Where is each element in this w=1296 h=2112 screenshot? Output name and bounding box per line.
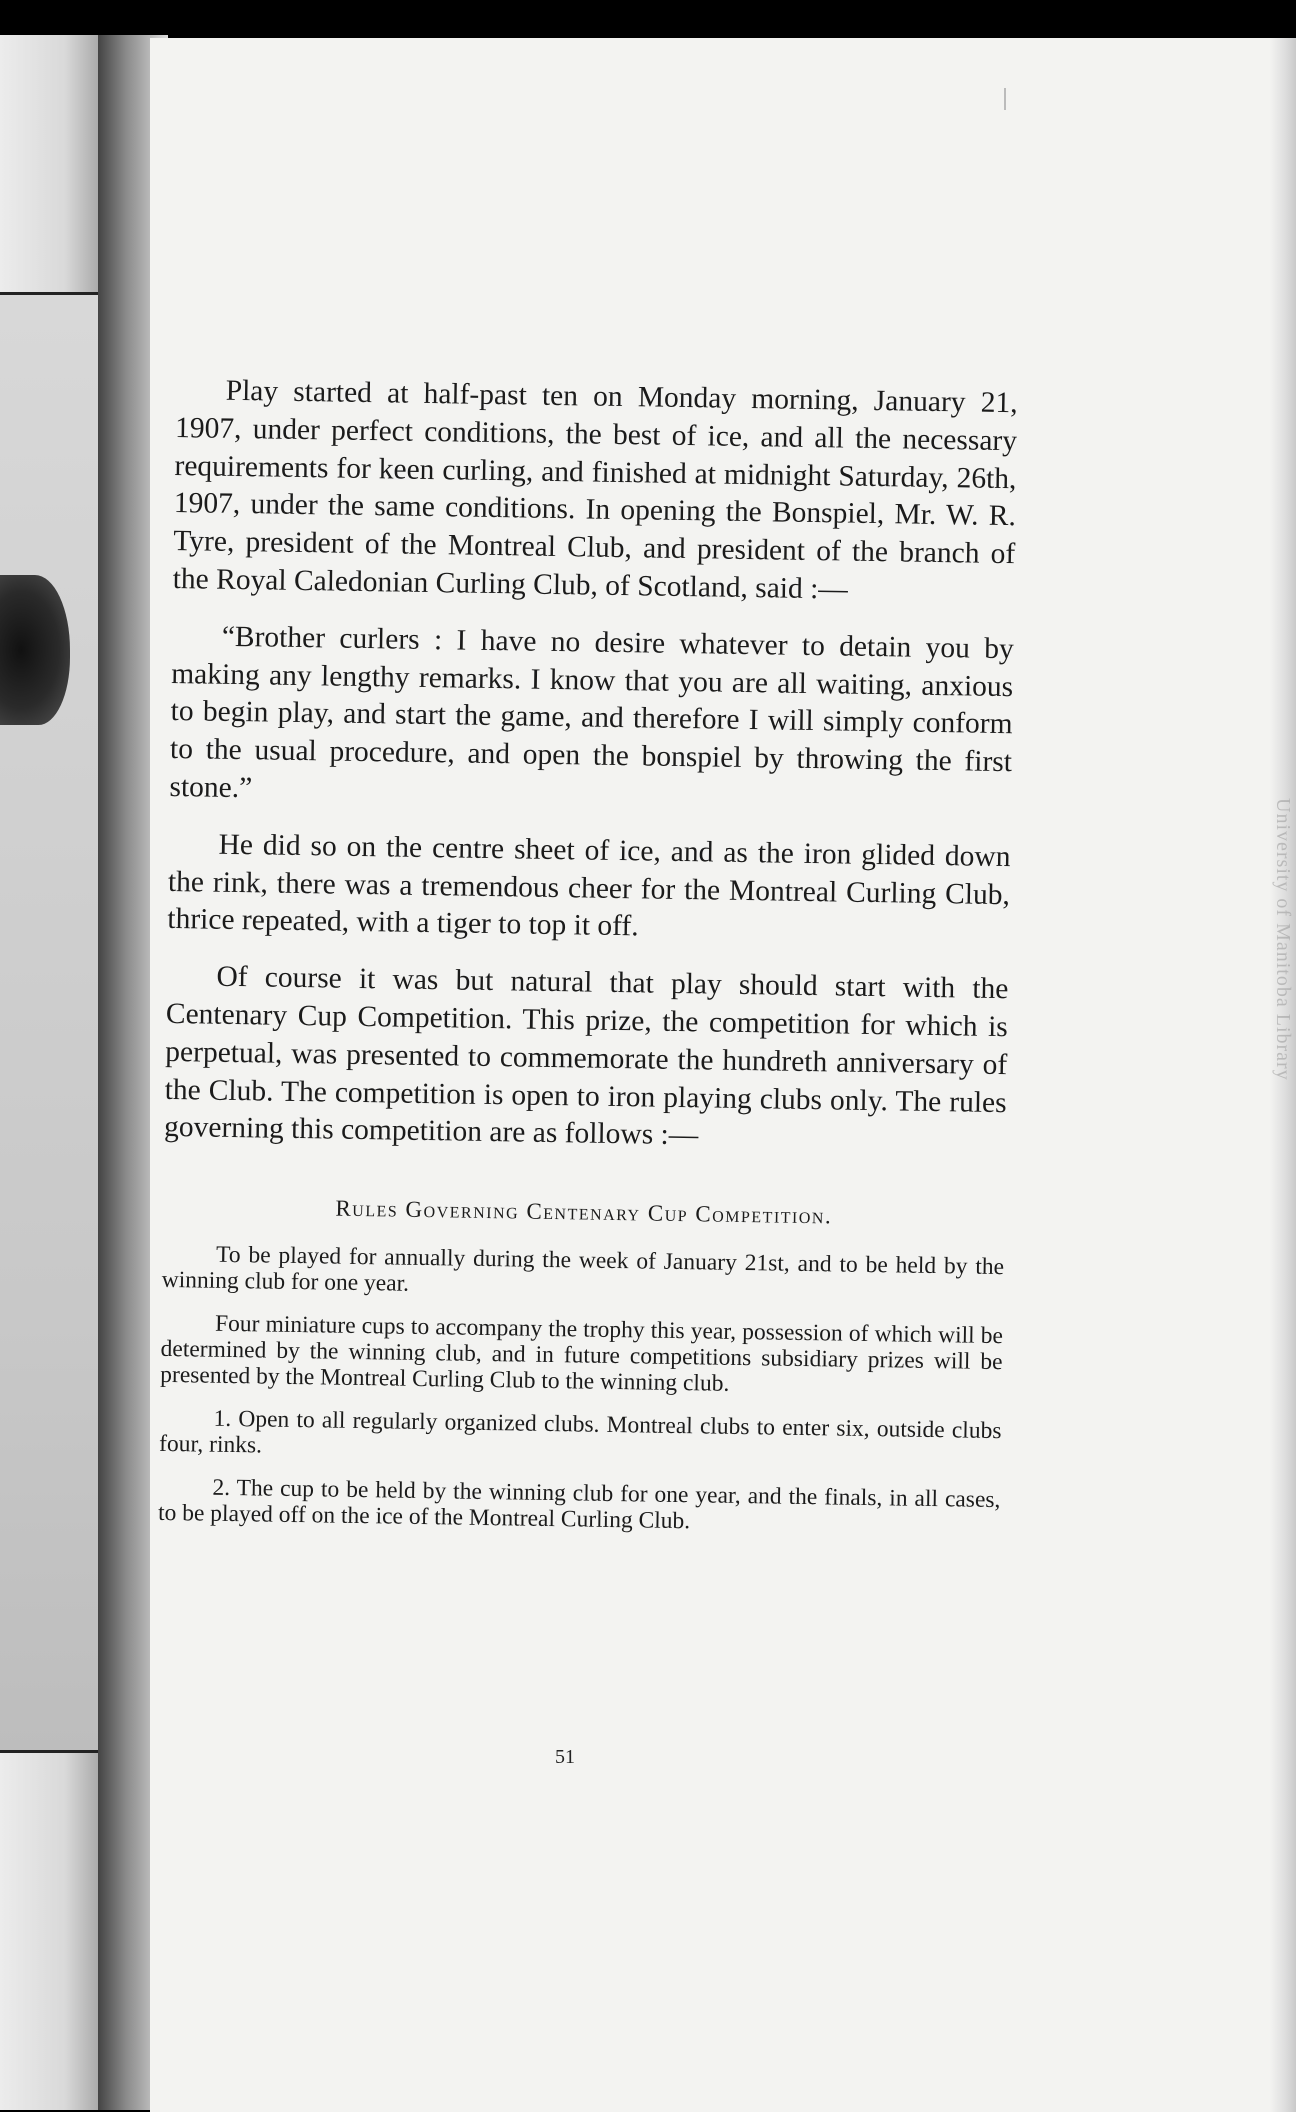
page-right-edge bbox=[1270, 38, 1296, 2112]
paragraph-opening: Play started at half-past ten on Monday morning, January 21, 1907, under perfect conditions, the best of ice, and all the necessary requirements for keen curling, and finished at midnight Saturday, 26th, 1907, under the same conditions. In opening the Bonspiel, Mr. W. R. Tyre, president of the Montreal Club, and president of the branch of the Royal Caledonian Curling Club, of Scotland, said :— bbox=[172, 374, 1018, 606]
rule-1: 1. Open to all regularly organized clubs. Montreal clubs to enter six, outside clubs four, rinks. bbox=[158, 1405, 1002, 1459]
paragraph-first-stone: He did so on the centre sheet of ice, and as the iron glided down the rink, there was a tremendous cheer for the Montreal Curling Club, thrice repeated, with a tiger to top it off. bbox=[167, 828, 1011, 943]
page-mark bbox=[1004, 88, 1006, 110]
page-text-body bbox=[158, 372, 1018, 1556]
page-number: 51 bbox=[555, 1746, 575, 1768]
facing-page-photo-detail bbox=[0, 575, 70, 725]
rule-miniature-cups: Four miniature cups to accompany the trophy this year, possession of which will be determined by the winning club, and in future competitions subsidiary prizes will be presented by the Montreal Curling Club to the winning club. bbox=[160, 1310, 1004, 1397]
rules-heading: Rules Governing Centenary Cup Competition. bbox=[335, 1195, 833, 1229]
rule-2: 2. The cup to be held by the winning club for one year, and the finals, in all cases, to be played off on the ice of the Montreal Curling Club. bbox=[157, 1474, 1001, 1535]
facing-page-photo bbox=[0, 292, 98, 1753]
paragraph-centenary-cup: Of course it was but natural that play should start with the Centenary Cup Competition. This prize, the competition for which is perpetual, was presented to commemorate the hundreth anniversary of the Club. The competition is open to iron playing clubs only. The rules governing this competition are as follows :— bbox=[163, 960, 1009, 1152]
rule-annual: To be played for annually during the week of January 21st, and to be held by the winning club for one year. bbox=[161, 1241, 1005, 1297]
paragraph-speech: “Brother curlers : I have no desire whatever to detain you by making any lengthy remarks. I know that you are all waiting, anxious to begin play, and start the game, and therefore I will simply conform to the usual procedure, and open the bonspiel by throwing the first stone.” bbox=[169, 620, 1015, 805]
library-stamp-text: University of Manitoba Library bbox=[1272, 798, 1294, 1081]
